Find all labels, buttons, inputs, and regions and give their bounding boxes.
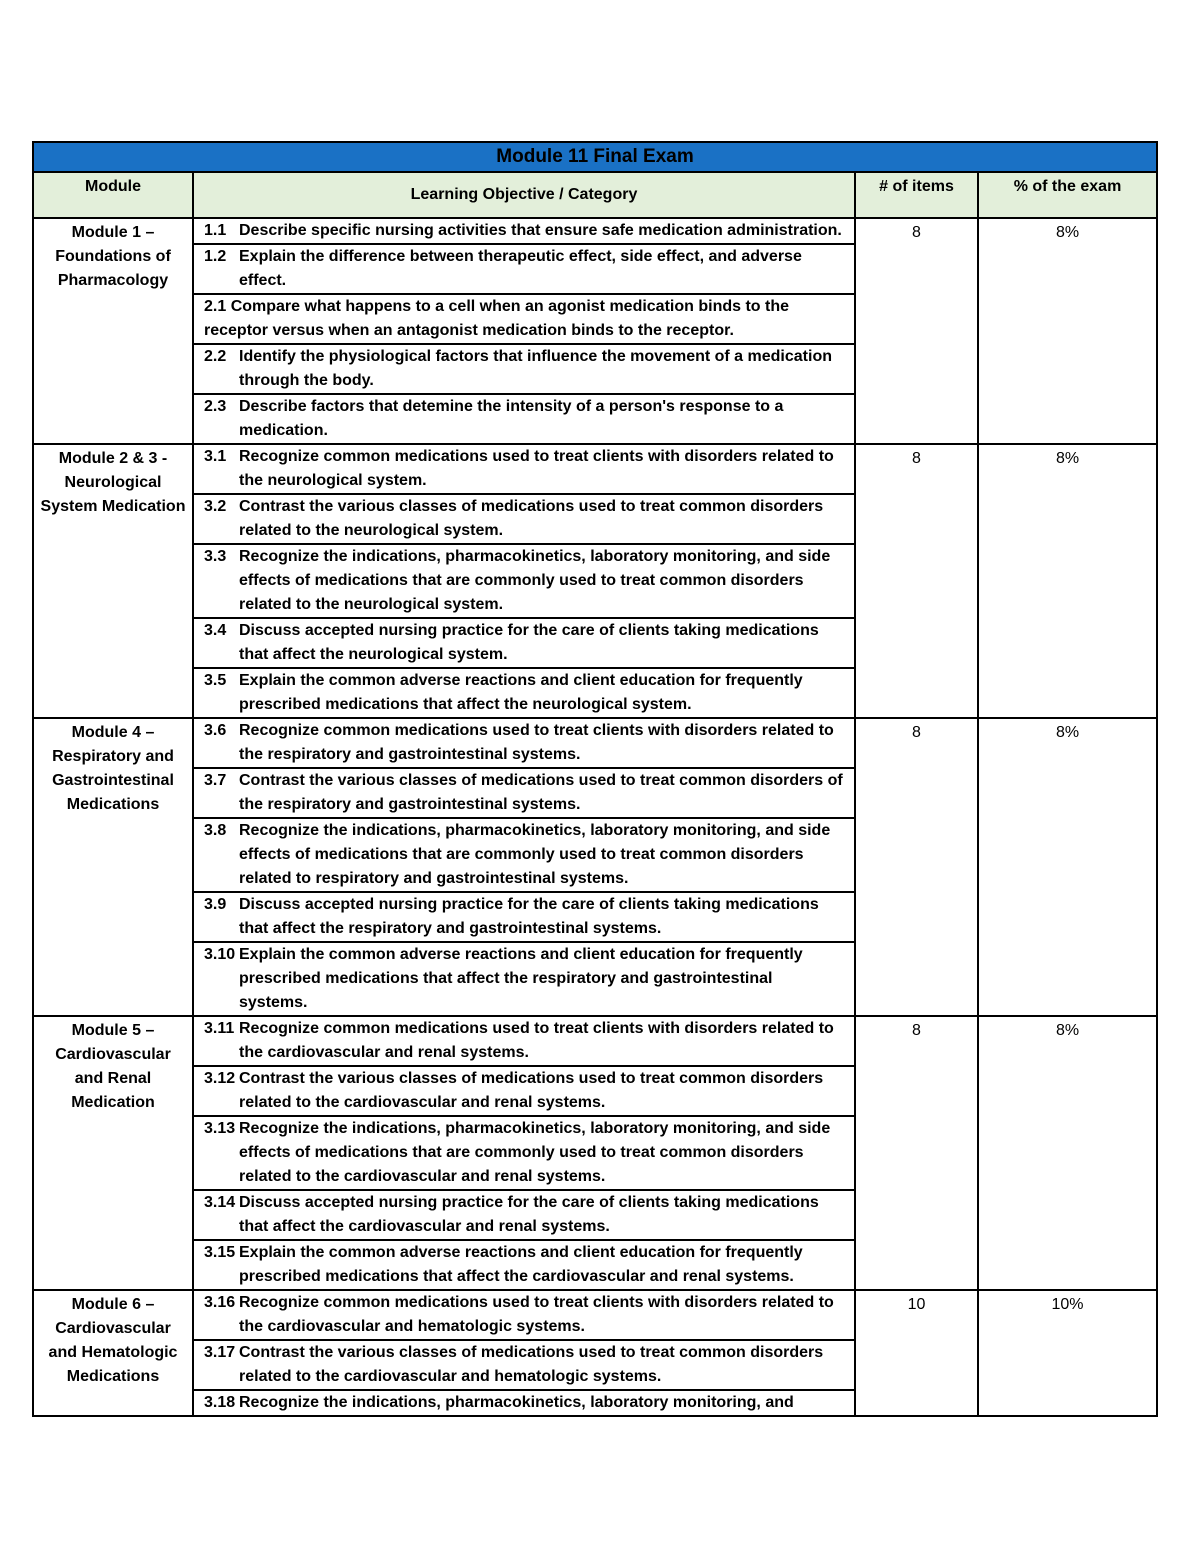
objective-line [204, 1241, 844, 1289]
objective-line [204, 345, 844, 393]
objective-number: 3.1 [204, 448, 227, 465]
objective-text: Contrast the various classes of medications used to treat common disorders related to the cardiovascular and hematologic systems. [239, 1344, 824, 1385]
table-row [33, 218, 1157, 244]
objective-cell [193, 1290, 855, 1340]
items-count-cell: 8 [855, 444, 978, 718]
objective-number: 1.1 [204, 222, 227, 239]
module-name-cell: Module 6 – Cardiovascular and Hematologic Medications [33, 1290, 193, 1416]
objective-cell [193, 244, 855, 294]
objective-number: 2.2 [204, 348, 227, 365]
percent-cell: 8% [978, 444, 1157, 718]
objective-number: 3.10 [204, 946, 236, 963]
objective-cell [193, 1066, 855, 1116]
module-name-cell: Module 1 – Foundations of Pharmacology [33, 218, 193, 444]
objective-line [204, 1117, 844, 1189]
objective-line [204, 545, 844, 617]
objective-number: 1.2 [204, 248, 227, 265]
items-count-cell: 10 [855, 1290, 978, 1416]
objective-cell [193, 1340, 855, 1390]
objective-cell [193, 718, 855, 768]
objective-cell [193, 1016, 855, 1066]
objective-text: Recognize common medications used to treat clients with disorders related to the cardiovascular and renal systems. [239, 1020, 834, 1061]
objective-text: Discuss accepted nursing practice for the care of clients taking medications that affect the cardiovascular and renal systems. [239, 1194, 819, 1235]
objective-line [204, 495, 844, 543]
objective-text: Identify the physiological factors that influence the movement of a medication through the body. [239, 348, 832, 389]
column-header-items: # of items [855, 172, 978, 218]
objective-line [204, 769, 844, 817]
objective-cell [193, 1190, 855, 1240]
objective-line [204, 893, 844, 941]
objective-text: Contrast the various classes of medications used to treat common disorders of the respiratory and gastrointestinal systems. [239, 772, 843, 813]
objective-line [204, 1017, 844, 1065]
objective-number: 3.8 [204, 822, 227, 839]
objective-number: 2.3 [204, 398, 227, 415]
objective-line [204, 669, 844, 717]
table-row [33, 1290, 1157, 1340]
exam-blueprint-table [32, 141, 1158, 1417]
objective-text: Compare what happens to a cell when an agonist medication binds to the receptor versus when an antagonist medication binds to the receptor. [204, 298, 789, 339]
percent-cell: 10% [978, 1290, 1157, 1416]
objective-line [204, 1391, 844, 1415]
objective-text: Contrast the various classes of medications used to treat common disorders related to the cardiovascular and renal systems. [239, 1070, 824, 1111]
column-header-module: Module [33, 172, 193, 218]
table-row [33, 444, 1157, 494]
objective-cell [193, 494, 855, 544]
objective-text: Recognize common medications used to treat clients with disorders related to the respiratory and gastrointestinal systems. [239, 722, 834, 763]
objective-cell [193, 618, 855, 668]
module-name-cell: Module 5 – Cardiovascular and Renal Medication [33, 1016, 193, 1290]
objective-cell [193, 818, 855, 892]
objective-text: Recognize common medications used to treat clients with disorders related to the neurological system. [239, 448, 834, 489]
objective-number: 3.17 [204, 1344, 236, 1361]
objective-number: 3.7 [204, 772, 227, 789]
objective-text: Explain the common adverse reactions and client education for frequently prescribed medications that affect the neurological system. [239, 672, 803, 713]
objective-number: 3.4 [204, 622, 227, 639]
objective-text: Explain the common adverse reactions and client education for frequently prescribed medications that affect the respiratory and gastrointestinal systems. [239, 946, 803, 1011]
objective-cell [193, 668, 855, 718]
objective-text: Contrast the various classes of medications used to treat common disorders related to the neurological system. [239, 498, 824, 539]
objective-number: 3.5 [204, 672, 227, 689]
objective-line [204, 445, 844, 493]
objective-number: 3.12 [204, 1070, 236, 1087]
objective-line [204, 943, 844, 1015]
table-title: Module 11 Final Exam [33, 142, 1157, 172]
column-header-percent: % of the exam [978, 172, 1157, 218]
objective-cell [193, 544, 855, 618]
objective-text: Recognize common medications used to treat clients with disorders related to the cardiovascular and hematologic systems. [239, 1294, 834, 1335]
exam-blueprint-page [32, 141, 1156, 1417]
objective-line [204, 719, 844, 767]
items-count-cell: 8 [855, 218, 978, 444]
objective-text: Describe factors that detemine the intensity of a person's response to a medication. [239, 398, 784, 439]
objective-line [204, 245, 844, 293]
module-name-cell: Module 4 – Respiratory and Gastrointestinal Medications [33, 718, 193, 1016]
objective-text: Recognize the indications, pharmacokinetics, laboratory monitoring, and side effects of medications that are commonly used to treat common disorders related to respiratory and gastrointestinal systems. [239, 822, 831, 887]
objective-line [204, 1291, 844, 1339]
objective-cell [193, 394, 855, 444]
objective-text: Recognize the indications, pharmacokinetics, laboratory monitoring, and side effects of medications that are commonly used to treat common disorders related to the cardiovascular and renal systems. [239, 1120, 831, 1185]
objective-number: 3.6 [204, 722, 227, 739]
objective-cell [193, 1240, 855, 1290]
objective-text: Explain the difference between therapeutic effect, side effect, and adverse effect. [239, 248, 802, 289]
objective-cell [193, 1390, 855, 1416]
objective-number: 3.14 [204, 1194, 236, 1211]
objective-number: 3.18 [204, 1394, 236, 1411]
objective-text: Discuss accepted nursing practice for the care of clients taking medications that affect the respiratory and gastrointestinal systems. [239, 896, 819, 937]
table-body [33, 218, 1157, 1416]
percent-cell: 8% [978, 1016, 1157, 1290]
objective-number: 3.9 [204, 896, 227, 913]
objective-text: Explain the common adverse reactions and client education for frequently prescribed medications that affect the cardiovascular and renal systems. [239, 1244, 803, 1285]
objective-inline-text [204, 295, 844, 343]
objective-line [204, 1067, 844, 1115]
objective-cell [193, 1116, 855, 1190]
objective-number: 3.13 [204, 1120, 236, 1137]
objective-line [204, 395, 844, 443]
objective-number: 3.15 [204, 1244, 236, 1261]
objective-text: Describe specific nursing activities that ensure safe medication administration. [239, 222, 842, 239]
objective-cell [193, 942, 855, 1016]
objective-cell [193, 768, 855, 818]
percent-cell: 8% [978, 718, 1157, 1016]
objective-number: 3.11 [204, 1020, 235, 1037]
objective-text: Discuss accepted nursing practice for the care of clients taking medications that affect the neurological system. [239, 622, 819, 663]
objective-line [204, 819, 844, 891]
objective-cell [193, 344, 855, 394]
column-header-objective: Learning Objective / Category [193, 172, 855, 218]
objective-number: 3.16 [204, 1294, 236, 1311]
table-row [33, 1016, 1157, 1066]
objective-cell [193, 892, 855, 942]
objective-text: Recognize the indications, pharmacokinetics, laboratory monitoring, and [239, 1394, 794, 1411]
table-row [33, 718, 1157, 768]
objective-text: Recognize the indications, pharmacokinetics, laboratory monitoring, and side effects of medications that are commonly used to treat common disorders related to the neurological system. [239, 548, 831, 613]
objective-number: 3.2 [204, 498, 227, 515]
module-name-cell: Module 2 & 3 - Neurological System Medication [33, 444, 193, 718]
objective-number: 3.3 [204, 548, 227, 565]
objective-number: 2.1 [204, 298, 227, 315]
objective-line [204, 619, 844, 667]
objective-cell [193, 294, 855, 344]
objective-line [204, 219, 844, 243]
objective-cell [193, 218, 855, 244]
objective-line [204, 1191, 844, 1239]
items-count-cell: 8 [855, 718, 978, 1016]
objective-line [204, 1341, 844, 1389]
items-count-cell: 8 [855, 1016, 978, 1290]
objective-cell [193, 444, 855, 494]
percent-cell: 8% [978, 218, 1157, 444]
